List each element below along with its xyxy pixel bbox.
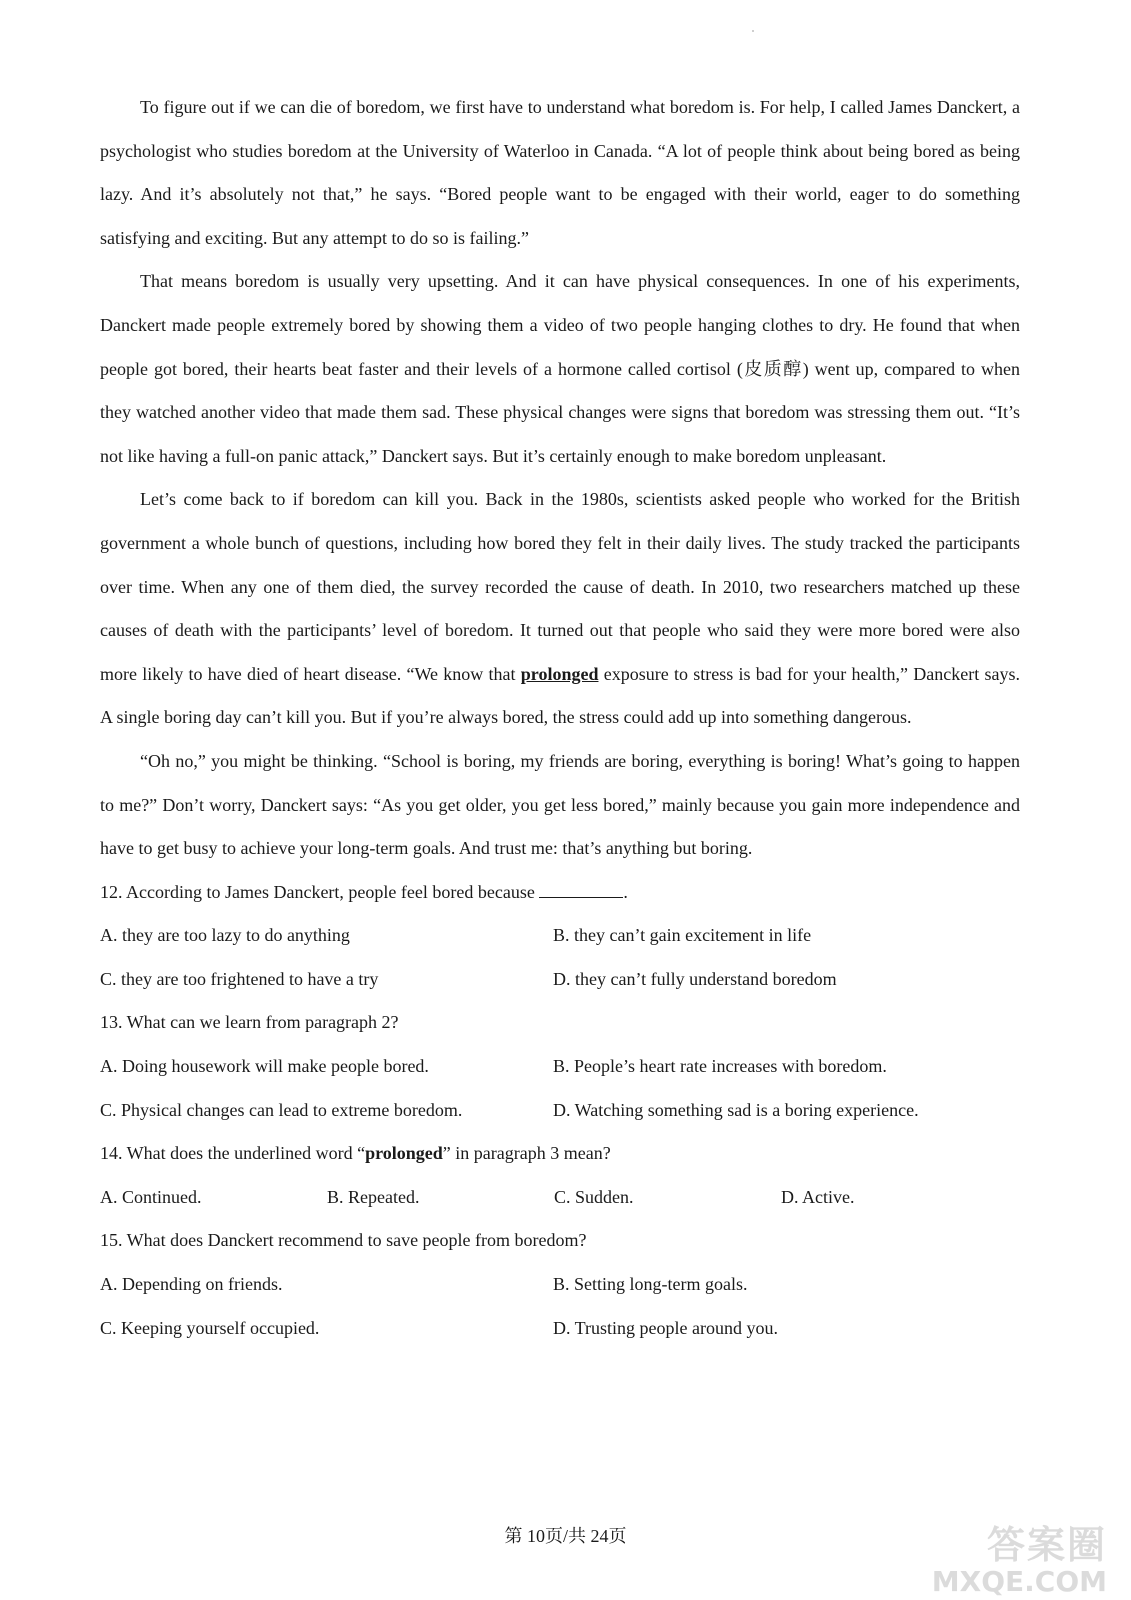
passage-paragraph-4: “Oh no,” you might be thinking. “School is boring, my friends are boring, everything is boring! What’s going to happen to me?” Don’t worry, Danckert says: “As you get older, you get less bored,” mainly because you gain more independence and have to get busy to achieve your long-term goals. And trust me: that’s anything but boring. <box>100 750 1020 859</box>
question-13-option-b: B. People’s heart rate increases with boredom. <box>553 1056 887 1077</box>
paragraph-3-text-after: exposure to stress is bad for your health,” Danckert says. A single boring day can’t kill you. But if you’re always bored, the stress could add up into something dangerous. <box>100 663 1020 728</box>
question-13-option-d: D. Watching something sad is a boring experience. <box>553 1099 919 1120</box>
question-14-stem <box>100 1132 1020 1176</box>
document-page <box>100 86 1020 1350</box>
question-15-stem: 15. What does Danckert recommend to save people from boredom? <box>100 1230 587 1251</box>
question-12-options <box>100 914 1020 1001</box>
question-13-options <box>100 1045 1020 1132</box>
watermark-line-2: MXQE.COM <box>931 1565 1107 1598</box>
question-14-text-before: 14. What does the underlined word “ <box>100 1143 366 1164</box>
paragraph-3-text-before: Let’s come back to if boredom can kill you. Back in the 1980s, scientists asked people who worked for the British government a whole bunch of questions, including how bored they felt in their daily lives. The study tracked the participants over time. When any one of them died, the survey recorded the cause of death. In 2010, two researchers matched up these causes of death with the participants’ level of boredom. It turned out that people who said they were more bored were also more likely to have died of heart disease. “We know that <box>100 489 1020 684</box>
question-14-options <box>100 1176 1020 1220</box>
passage-paragraph-2: That means boredom is usually very upsetting. And it can have physical consequences. In one of his experiments, Danckert made people extremely bored by showing them a video of two people hanging clothes to dry. He found that when people got bored, their hearts beat faster and their levels of a hormone called cortisol (皮质醇) went up, compared to when they watched another video that made them sad. These physical changes were signs that boredom was stressing them out. “It’s not like having a full-on panic attack,” Danckert says. But it’s certainly enough to make boredom unpleasant. <box>100 271 1020 466</box>
question-15-option-c: C. Keeping yourself occupied. <box>100 1317 320 1338</box>
question-14-option-b: B. Repeated. <box>327 1186 420 1207</box>
question-12-option-a: A. they are too lazy to do anything <box>100 925 350 946</box>
question-13-option-c: C. Physical changes can lead to extreme boredom. <box>100 1099 463 1120</box>
scan-speck <box>752 30 754 32</box>
question-13-option-a: A. Doing housework will make people bored. <box>100 1056 429 1077</box>
question-15-option-a: A. Depending on friends. <box>100 1274 283 1295</box>
passage-paragraph-1: To figure out if we can die of boredom, we first have to understand what boredom is. For help, I called James Danckert, a psychologist who studies boredom at the University of Waterloo in Canada. “A lot of people think about being bored as being lazy. And it’s absolutely not that,” he says. “Bored people want to be engaged with their world, eager to do something satisfying and exciting. But any attempt to do so is failing.” <box>100 97 1020 248</box>
question-15-option-d: D. Trusting people around you. <box>553 1317 778 1338</box>
question-12-option-b: B. they can’t gain excitement in life <box>553 925 812 946</box>
question-15-option-b: B. Setting long-term goals. <box>553 1274 748 1295</box>
watermark-line-1: 答案圈 <box>986 1523 1107 1567</box>
question-12-option-c: C. they are too frightened to have a try <box>100 968 379 989</box>
site-watermark-logo <box>917 1514 1107 1598</box>
question-12-option-d: D. they can’t fully understand boredom <box>553 968 837 989</box>
question-14-option-a: A. Continued. <box>100 1186 202 1207</box>
question-14-option-d: D. Active. <box>781 1186 855 1207</box>
question-14-bold-word: prolonged <box>365 1143 443 1164</box>
answer-blank <box>539 883 623 898</box>
question-15-options <box>100 1263 1020 1350</box>
question-12-stem <box>100 871 1020 915</box>
question-13-stem: 13. What can we learn from paragraph 2? <box>100 1012 399 1033</box>
question-12-text: 12. According to James Danckert, people feel bored because <box>100 881 535 902</box>
passage-paragraph-3 <box>100 478 1020 740</box>
question-list <box>100 871 1020 1351</box>
question-14-option-c: C. Sudden. <box>554 1186 634 1207</box>
underlined-word-prolonged: prolonged <box>520 663 599 684</box>
page-number-footer: 第 10页/共 24页 <box>504 1526 627 1546</box>
question-12-end: . <box>623 881 628 902</box>
question-14-text-after: ” in paragraph 3 mean? <box>442 1143 611 1164</box>
